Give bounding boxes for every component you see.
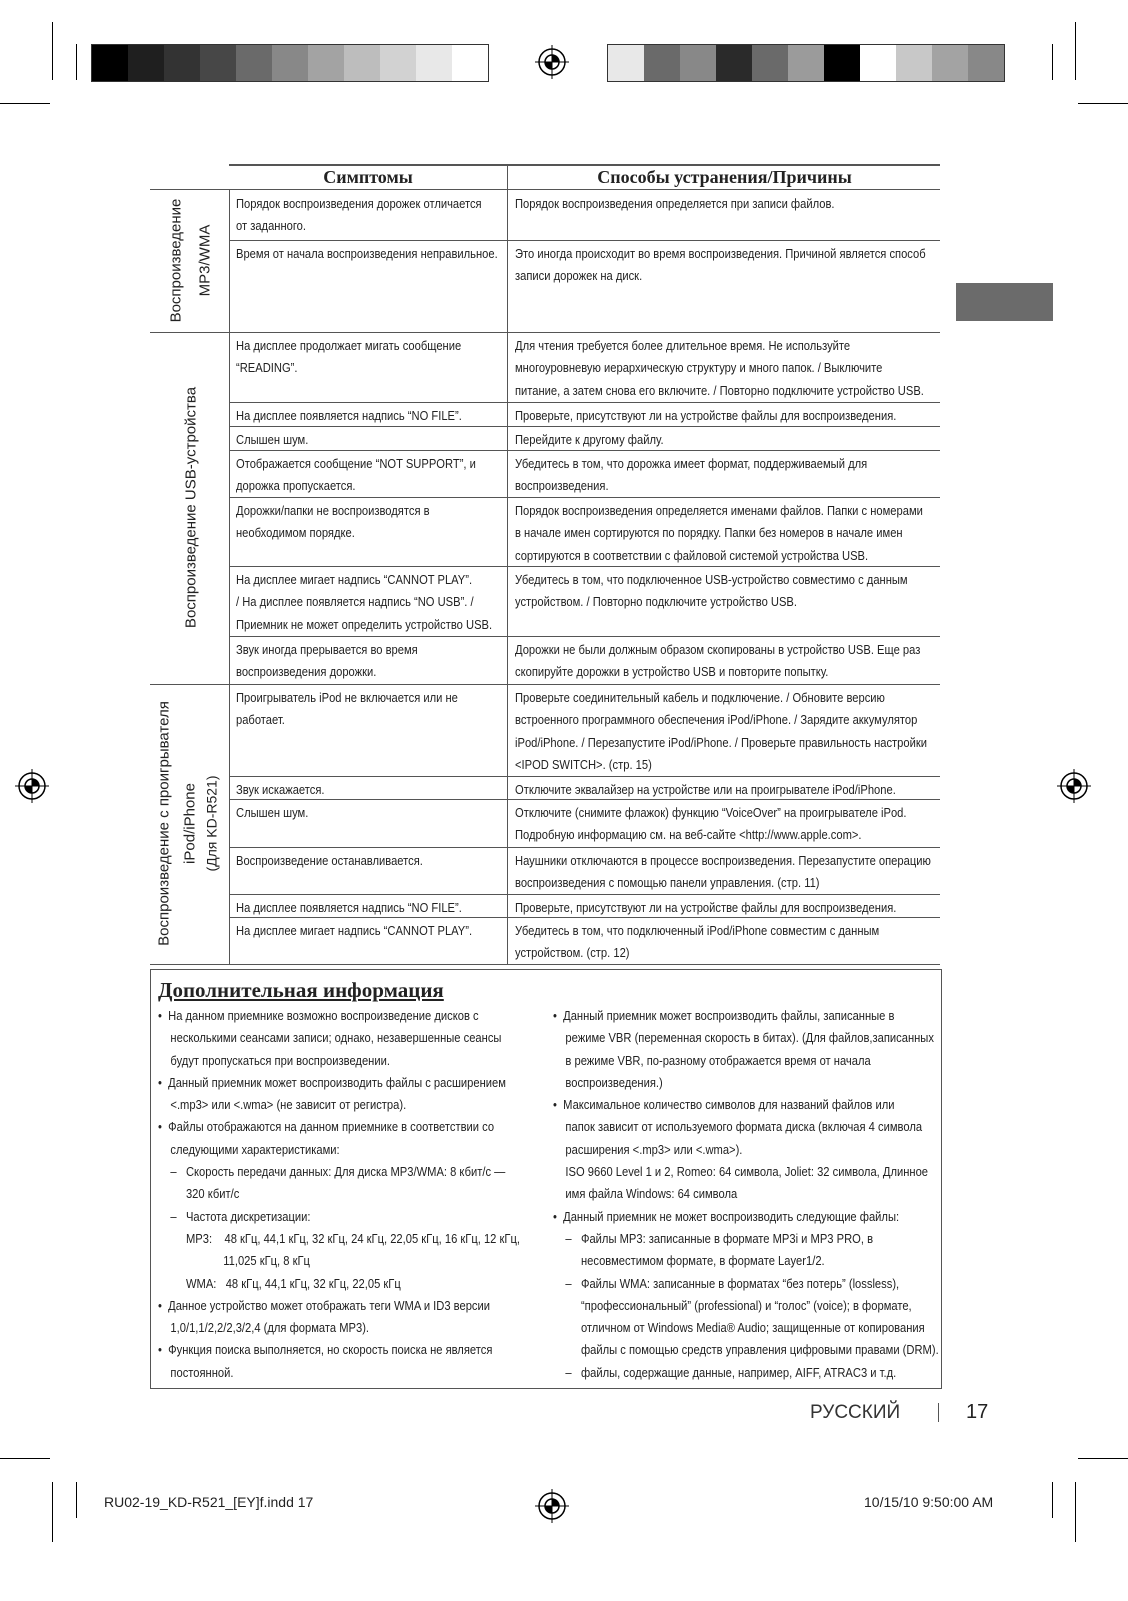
- color-swatch: [752, 45, 788, 81]
- symptom-cell: [236, 429, 508, 451]
- row-divider: [229, 450, 940, 451]
- registration-mark-icon: [535, 1489, 569, 1523]
- remedy-cell: [515, 639, 936, 684]
- group-divider: [150, 684, 940, 685]
- registration-mark-icon: [1057, 769, 1091, 803]
- info-line: • Данное устройство может отображать теги WMA и ID3 версии: [158, 1297, 491, 1313]
- info-line: • Данный приемник может воспроизводить файлы с расширением: [158, 1074, 506, 1090]
- color-swatch: [824, 45, 860, 81]
- remedy-line: Проверьте соединительный кабель и подключение. / Обновите версию: [515, 690, 885, 705]
- info-line: <.mp3> или <.wma> (не зависит от регистра).: [158, 1097, 407, 1113]
- remedy-line: Порядок воспроизведения определяется при записи файлов.: [515, 196, 835, 211]
- info-line: – файлы, содержащие данные, например, AIFF, ATRAC3 и т.д.: [553, 1364, 897, 1380]
- symptom-line: Приемник не может определить устройство USB.: [236, 616, 493, 632]
- color-swatch: [200, 45, 236, 81]
- remedy-cell: [515, 897, 936, 919]
- remedy-cell: [515, 453, 936, 498]
- row-divider: [229, 799, 940, 800]
- remedy-cell: [515, 687, 936, 776]
- symptom-cell: [236, 500, 508, 545]
- info-line: 1,0/1,1/2,2/2,3/2,4 (для формата MP3).: [158, 1320, 370, 1336]
- info-line: – Файлы MP3: записанные в формате MP3i и MP3 PRO, в: [553, 1230, 874, 1246]
- info-line: 320 кбит/с: [158, 1186, 240, 1202]
- symptom-cell: [236, 687, 508, 732]
- color-swatch: [788, 45, 824, 81]
- info-line: отличном от Windows Media® Audio; защищенные от копирования: [553, 1320, 925, 1336]
- info-line: следующими характеристиками:: [158, 1141, 340, 1157]
- remedy-cell: [515, 405, 936, 427]
- remedy-line: питание, а затем снова его включите. / Повторно подключите устройство USB.: [515, 382, 924, 398]
- row-divider: [229, 636, 940, 637]
- symptom-line: необходимом порядке.: [236, 525, 355, 541]
- color-swatch: [968, 45, 1004, 81]
- info-line: постоянной.: [158, 1364, 234, 1380]
- row-divider: [229, 402, 940, 403]
- remedy-line: Дорожки не были должным образом скопированы в устройство USB. Еще раз: [515, 642, 921, 657]
- row-divider: [229, 426, 940, 427]
- remedy-line: многоуровневую иерархическую структуру и много папок. / Выключите: [515, 360, 883, 376]
- group-label: Воспроизведение USB-устройства: [182, 386, 200, 629]
- registration-mark-icon: [15, 769, 49, 803]
- symptom-line: Звук иногда прерывается во время: [236, 642, 418, 657]
- remedy-line: Проверьте, присутствуют ли на устройстве файлы для воспроизведения.: [515, 408, 897, 423]
- info-line: несколькими сеансами записи; однако, незавершенные сеансы: [158, 1030, 502, 1046]
- symptom-cell: [236, 779, 508, 801]
- color-swatch: [344, 45, 380, 81]
- symptom-line: “READING”.: [236, 360, 298, 376]
- remedy-line: <IPOD SWITCH>. (стр. 15): [515, 756, 652, 772]
- remedy-line: устройством. (стр. 12): [515, 945, 630, 961]
- info-line: режиме VBR (переменная скорость в битах). (Для файлов,записанных: [553, 1030, 934, 1046]
- symptom-cell: [236, 920, 508, 942]
- color-swatch: [236, 45, 272, 81]
- info-line: файлы с помощью средств управления цифровыми правами (DRM).: [553, 1342, 939, 1358]
- info-line: • Функция поиска выполняется, но скорость поиска не является: [158, 1342, 493, 1358]
- remedy-line: Это иногда происходит во время воспроизведения. Причиной является способ: [515, 246, 926, 261]
- additional-info-title: Дополнительная информация: [158, 978, 444, 1002]
- color-swatch: [716, 45, 752, 81]
- info-line: воспроизведения.): [553, 1074, 663, 1090]
- color-swatch: [92, 45, 128, 81]
- symptom-line: Слышен шум.: [236, 805, 309, 820]
- info-line: • Данный приемник может воспроизводить файлы, записанные в: [553, 1008, 895, 1023]
- symptom-cell: [236, 569, 508, 636]
- remedy-cell: [515, 779, 936, 801]
- symptom-line: от заданного.: [236, 218, 307, 234]
- symptom-cell: [236, 639, 508, 684]
- symptom-line: На дисплее мигает надпись “CANNOT PLAY”.: [236, 923, 473, 938]
- symptom-line: Воспроизведение останавливается.: [236, 853, 423, 868]
- symptom-line: Проигрыватель iPod не включается или не: [236, 690, 458, 705]
- registration-mark-icon: [535, 45, 569, 79]
- slug-filename: RU02-19_KD-R521_[EY]f.indd 17: [104, 1494, 314, 1510]
- symptom-line: / На дисплее появляется надпись “NO USB”. /: [236, 594, 474, 610]
- symptom-cell: [236, 193, 508, 238]
- remedies-header: Способы устранения/Причины: [597, 167, 852, 187]
- remedy-cell: [515, 243, 936, 288]
- symptom-line: Дорожки/папки не воспроизводятся в: [236, 503, 430, 518]
- remedy-cell: [515, 500, 936, 567]
- remedy-line: встроенного программного обеспечения iPod/iPhone. / Зарядите аккумулятор: [515, 712, 918, 728]
- slug-timestamp: 10/15/10 9:50:00 AM: [864, 1494, 994, 1510]
- info-line: – Частота дискретизации:: [158, 1208, 311, 1224]
- symptom-line: Звук искажается.: [236, 782, 325, 797]
- symptom-line: дорожка пропускается.: [236, 478, 356, 494]
- page-number: 17: [966, 1401, 989, 1423]
- color-calibration-bar-left: [91, 44, 489, 82]
- color-swatch: [644, 45, 680, 81]
- row-divider: [229, 917, 940, 918]
- remedy-line: Отключите (снимите флажок) функцию “VoiceOver” на проигрывателе iPod.: [515, 805, 907, 820]
- color-swatch: [608, 45, 644, 81]
- symptom-line: работает.: [236, 712, 285, 728]
- color-swatch: [308, 45, 344, 81]
- info-right-column: [553, 1005, 939, 1384]
- symptom-cell: [236, 243, 508, 265]
- color-swatch: [164, 45, 200, 81]
- remedy-line: iPod/iPhone. / Перезапустите iPod/iPhone. / Проверьте правильность настройки: [515, 734, 927, 750]
- group-label: Воспроизведение с проигрывателя: [155, 701, 173, 946]
- info-line: ISO 9660 Level 1 и 2, Romeo: 64 символа, Joliet: 32 символа, Длинное: [553, 1164, 929, 1180]
- symptom-cell: [236, 335, 508, 380]
- remedy-line: Перейдите к другому файлу.: [515, 432, 664, 447]
- info-line: несовместимом формате, в формате Layer1/2.: [553, 1253, 825, 1269]
- remedy-cell: [515, 569, 936, 614]
- footer-divider: [938, 1403, 939, 1422]
- color-swatch: [128, 45, 164, 81]
- column-divider: [507, 166, 508, 964]
- remedy-line: Подробную информацию см. на веб-сайте <http://www.apple.com>.: [515, 827, 862, 843]
- info-line: в режиме VBR, по-разному отображается время от начала: [553, 1052, 871, 1068]
- symptom-line: На дисплее мигает надпись “CANNOT PLAY”.: [236, 572, 473, 587]
- symptom-line: Порядок воспроизведения дорожек отличается: [236, 196, 482, 211]
- remedy-line: воспроизведения с помощью панели управления. (стр. 11): [515, 875, 820, 891]
- remedy-cell: [515, 920, 936, 965]
- row-divider: [229, 497, 940, 498]
- remedy-line: Убедитесь в том, что подключенное USB-устройство совместимо с данным: [515, 572, 908, 587]
- group-label: iPod/iPhone: [181, 783, 199, 864]
- row-divider: [229, 847, 940, 848]
- info-line: “профессиональный” (professional) и “голос” (voice); в формате,: [553, 1297, 912, 1313]
- color-swatch: [416, 45, 452, 81]
- info-line: будут пропускаться при воспроизведении.: [158, 1052, 390, 1068]
- color-swatch: [272, 45, 308, 81]
- row-divider: [229, 776, 940, 777]
- remedy-line: сортируются в соответствии с файловой системой устройства USB.: [515, 547, 869, 563]
- remedy-cell: [515, 802, 936, 847]
- group-label: Воспроизведение: [167, 198, 185, 323]
- remedy-line: Для чтения требуется более длительное время. Не используйте: [515, 338, 851, 353]
- info-line: 11,025 кГц, 8 кГц: [158, 1253, 310, 1269]
- remedy-line: скопируйте дорожки в устройство USB и повторите попытку.: [515, 664, 829, 680]
- symptoms-header: Симптомы: [323, 167, 413, 187]
- row-divider: [229, 894, 940, 895]
- remedy-cell: [515, 429, 936, 451]
- symptom-cell: [236, 850, 508, 872]
- remedy-line: Убедитесь в том, что дорожка имеет формат, поддерживаемый для: [515, 456, 868, 471]
- symptom-line: Время от начала воспроизведения неправильное.: [236, 246, 498, 261]
- color-swatch: [452, 45, 488, 81]
- info-line: • Максимальное количество символов для названий файлов или: [553, 1097, 895, 1113]
- table-top-rule: [229, 164, 940, 166]
- symptom-cell: [236, 453, 508, 498]
- info-line: – Скорость передачи данных: Для диска MP3/WMA: 8 кбит/с —: [158, 1164, 506, 1180]
- section-tab-marker: [956, 283, 1053, 321]
- remedy-cell: [515, 850, 936, 895]
- symptom-line: воспроизведения дорожки.: [236, 664, 377, 680]
- symptom-line: Слышен шум.: [236, 432, 309, 447]
- symptom-cell: [236, 897, 508, 919]
- info-line: расширения <.mp3> или <.wma>).: [553, 1141, 743, 1157]
- color-swatch: [932, 45, 968, 81]
- color-swatch: [896, 45, 932, 81]
- group-divider: [150, 332, 940, 333]
- remedy-line: воспроизведения.: [515, 478, 609, 494]
- table-header-rule: [150, 189, 940, 190]
- remedy-line: устройством. / Повторно подключите устройство USB.: [515, 594, 798, 610]
- remedy-line: Проверьте, присутствуют ли на устройстве файлы для воспроизведения.: [515, 900, 897, 915]
- remedy-line: Порядок воспроизведения определяется именами файлов. Папки с номерами: [515, 503, 923, 518]
- color-calibration-bar-right: [607, 44, 1005, 82]
- remedy-line: Наушники отключаются в процессе воспроизведения. Перезапустите операцию: [515, 853, 931, 868]
- symptom-cell: [236, 405, 508, 427]
- row-divider: [229, 566, 940, 567]
- info-line: • Данный приемник не может воспроизводить следующие файлы:: [553, 1208, 900, 1224]
- group-label: MP3/WMA: [196, 224, 214, 297]
- info-line: папок зависит от используемого формата диска (включая 4 символа: [553, 1119, 923, 1135]
- remedy-line: Отключите эквалайзер на устройстве или на проигрывателе iPod/iPhone.: [515, 782, 896, 797]
- symptom-cell: [236, 802, 508, 824]
- info-line: – Файлы WMA: записанные в форматах “без потерь” (lossless),: [553, 1275, 900, 1291]
- info-line: • Файлы отображаются на данном приемнике в соответствии со: [158, 1119, 495, 1135]
- language-label: РУССКИЙ: [810, 1402, 901, 1423]
- remedy-line: Убедитесь в том, что подключенный iPod/iPhone совместим с данным: [515, 923, 880, 938]
- color-swatch: [680, 45, 716, 81]
- remedy-line: в начале имен сортируются по порядку. Папки без номеров в начале имен: [515, 525, 903, 541]
- remedy-cell: [515, 335, 936, 402]
- remedy-cell: [515, 193, 936, 215]
- info-line: • На данном приемнике возможно воспроизведение дисков с: [158, 1008, 479, 1023]
- info-line: MP3: 48 кГц, 44,1 кГц, 32 кГц, 24 кГц, 22,05 кГц, 16 кГц, 12 кГц,: [158, 1230, 520, 1246]
- info-line: WMA: 48 кГц, 44,1 кГц, 32 кГц, 22,05 кГц: [158, 1275, 401, 1291]
- symptom-line: Отображается сообщение “NOT SUPPORT”, и: [236, 456, 476, 471]
- info-left-column: [158, 1005, 520, 1384]
- color-swatch: [380, 45, 416, 81]
- symptom-line: На дисплее продолжает мигать сообщение: [236, 338, 462, 353]
- row-divider: [229, 240, 940, 241]
- color-swatch: [860, 45, 896, 81]
- symptom-line: На дисплее появляется надпись “NO FILE”.: [236, 900, 462, 915]
- symptom-line: На дисплее появляется надпись “NO FILE”.: [236, 408, 462, 423]
- info-line: имя файла Windows: 64 символа: [553, 1186, 738, 1202]
- group-label: (Для KD-R521): [203, 775, 220, 872]
- remedy-line: записи дорожек на диск.: [515, 268, 643, 284]
